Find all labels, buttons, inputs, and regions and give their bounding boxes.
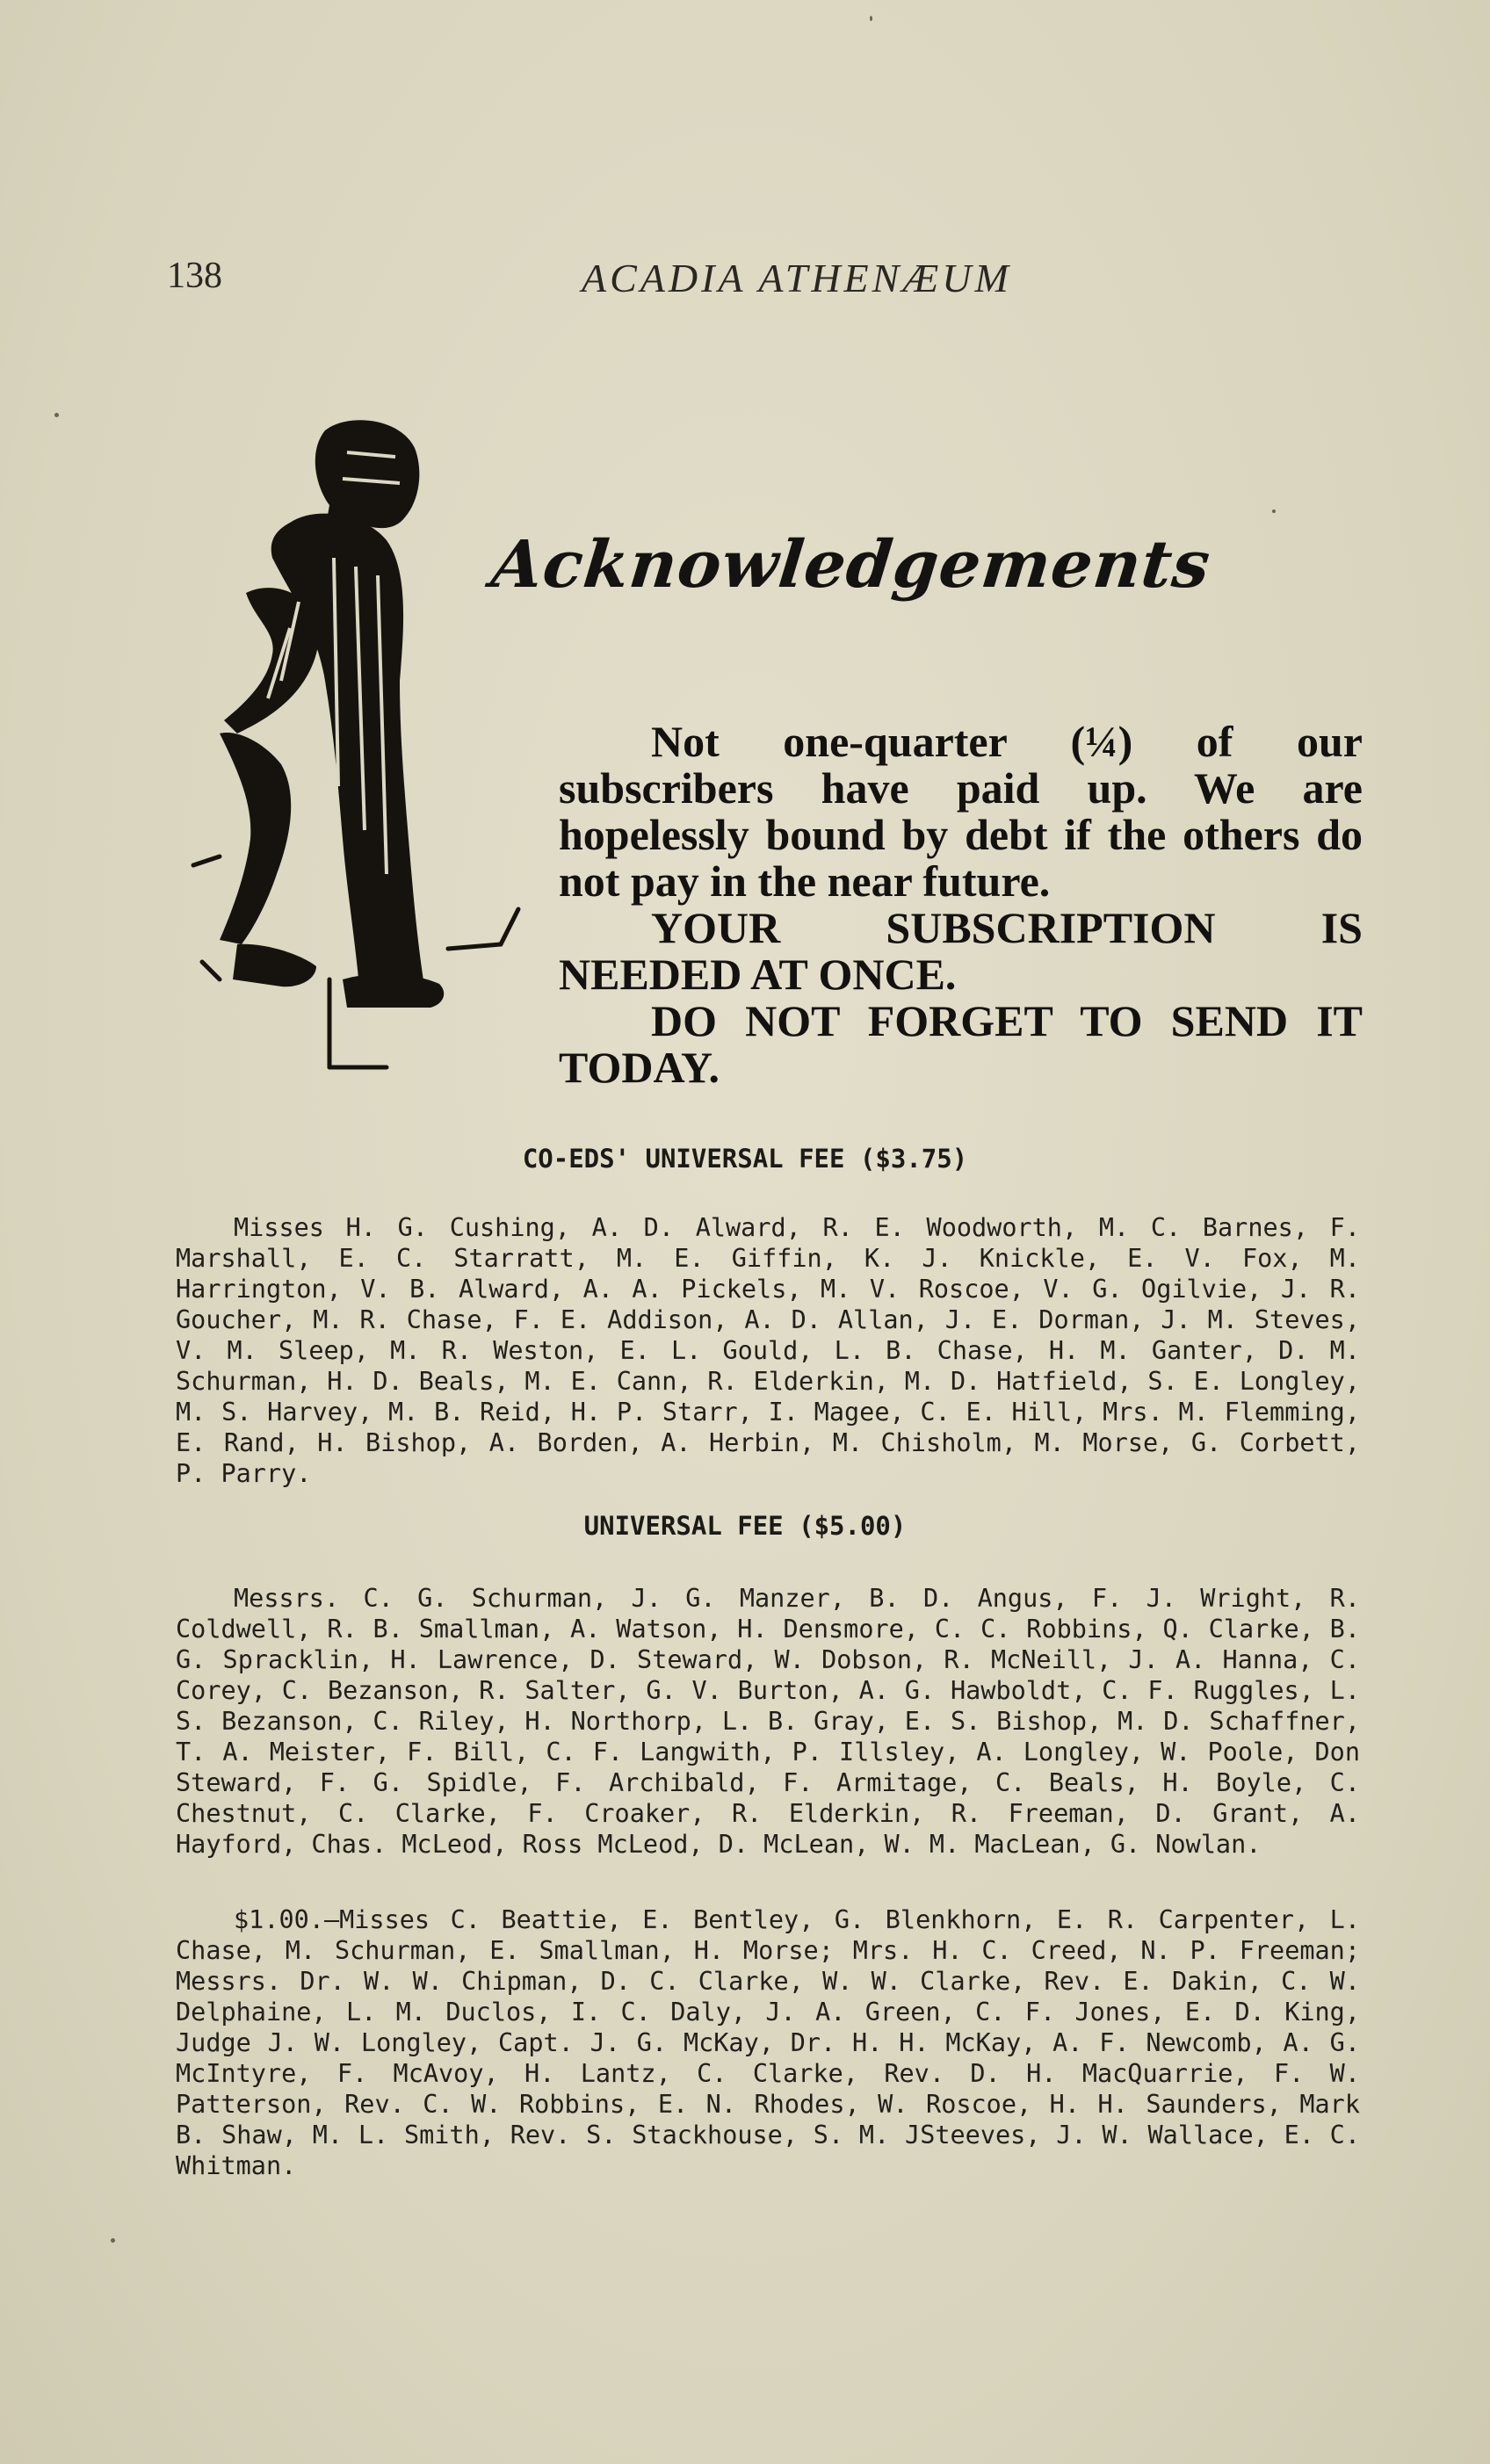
journal-title: ACADIA ATHENÆUM xyxy=(582,256,1012,300)
notice-paragraph: Not one-quarter (¼) of our subscribers have paid up. We are hopelessly bound by debt if the others do not pay in the near future. xyxy=(559,717,1363,906)
dollar-subscriber-list: $1.00.—Misses C. Beattie, E. Bentley, G. Blenkhorn, E. R. Carpenter, L. Chase, M. Schurman, E. Smallman, H. Morse; Mrs. H. C. Creed, N. P. Freeman; Messrs. Dr. W. W. Chipman, D. C. Clarke, W. W. Clarke, Rev. E. Dakin, C. W. Delphaine, L. M. Duclos, I. C. Daly, J. A. Green, C. F. Jones, E. D. King, Judge J. W. Longley, Capt. J. G. McKay, Dr. H. H. McKay, A. F. Newcomb, A. G. McIntyre, F. McAvoy, H. Lantz, C. Clarke, Rev. D. H. MacQuarrie, F. W. Patterson, Rev. C. W. Robbins, E. N. Rhodes, W. Roscoe, H. H. Saunders, Mark B. Shaw, M. L. Smith, Rev. S. Stackhouse, S. M. JSteeves, J. W. Wallace, E. C. Whitman. xyxy=(176,1905,1360,2180)
notice-urgent-line-a: YOUR SUBSCRIPTION IS xyxy=(651,903,1363,952)
paper-speck xyxy=(111,2238,115,2243)
ornamental-heading: Acknowledgements xyxy=(488,527,1214,603)
coeds-subscriber-list: Misses H. G. Cushing, A. D. Alward, R. E. Woodworth, M. C. Barnes, F. Marshall, E. C. Starratt, M. E. Giffin, K. J. Knickle, E. V. Fox, M. Harrington, V. B. Alward, A. A. Pickels, M. V. Roscoe, V. G. Ogilvie, J. R. Goucher, M. R. Chase, F. E. Addison, A. D. Allan, J. E. Dorman, J. M. Steves, V. M. Sleep, M. R. Weston, E. L. Gould, L. B. Chase, H. M. Ganter, D. M. Schurman, H. D. Beals, M. E. Cann, R. Elderkin, M. D. Hatfield, S. E. Longley, M. S. Harvey, M. B. Reid, H. P. Starr, I. Magee, C. E. Hill, Mrs. M. Flemming, E. Rand, H. Bishop, A. Borden, A. Herbin, M. Chisholm, M. Morse, G. Corbett, P. Parry. xyxy=(176,1213,1360,1488)
running-head xyxy=(167,255,1362,307)
universal-fee-heading: UNIVERSAL FEE ($5.00) xyxy=(583,1511,907,1541)
notice-urgent-line-2: DO NOT FORGET TO SEND IT TODAY. xyxy=(559,996,1363,1092)
paper-speck xyxy=(870,16,872,21)
paper-speck xyxy=(54,413,59,417)
coeds-fee-heading: CO-EDS' UNIVERSAL FEE ($3.75) xyxy=(522,1144,968,1174)
universal-subscriber-list: Messrs. C. G. Schurman, J. G. Manzer, B. D. Angus, F. J. Wright, R. Coldwell, R. B. Smallman, A. Watson, H. Densmore, C. C. Robbins, Q. Clarke, B. G. Spracklin, H. Lawrence, D. Steward, W. Dobson, R. McNeill, J. A. Hanna, C. Corey, C. Bezanson, R. Salter, G. V. Burton, A. G. Hawboldt, C. F. Ruggles, L. S. Bezanson, C. Riley, H. Northorp, L. B. Gray, E. S. Bishop, M. D. Schaffner, T. A. Meister, F. Bill, C. F. Langwith, P. Illsley, A. Longley, W. Poole, Don Steward, F. G. Spidle, F. Archibald, F. Armitage, C. Beals, H. Boyle, C. Chestnut, C. Clarke, F. Croaker, R. Elderkin, R. Freeman, D. Grant, A. Hayford, Chas. McLeod, Ross McLeod, D. McLean, W. M. MacLean, G. Nowlan. xyxy=(176,1584,1360,1859)
subscription-notice xyxy=(559,719,1363,1091)
page-number: 138 xyxy=(167,256,222,296)
paper-speck xyxy=(1272,509,1276,513)
notice-urgent-line-b: NEEDED AT ONCE. xyxy=(559,950,957,999)
woodcut-figure-illustration xyxy=(184,417,527,1094)
